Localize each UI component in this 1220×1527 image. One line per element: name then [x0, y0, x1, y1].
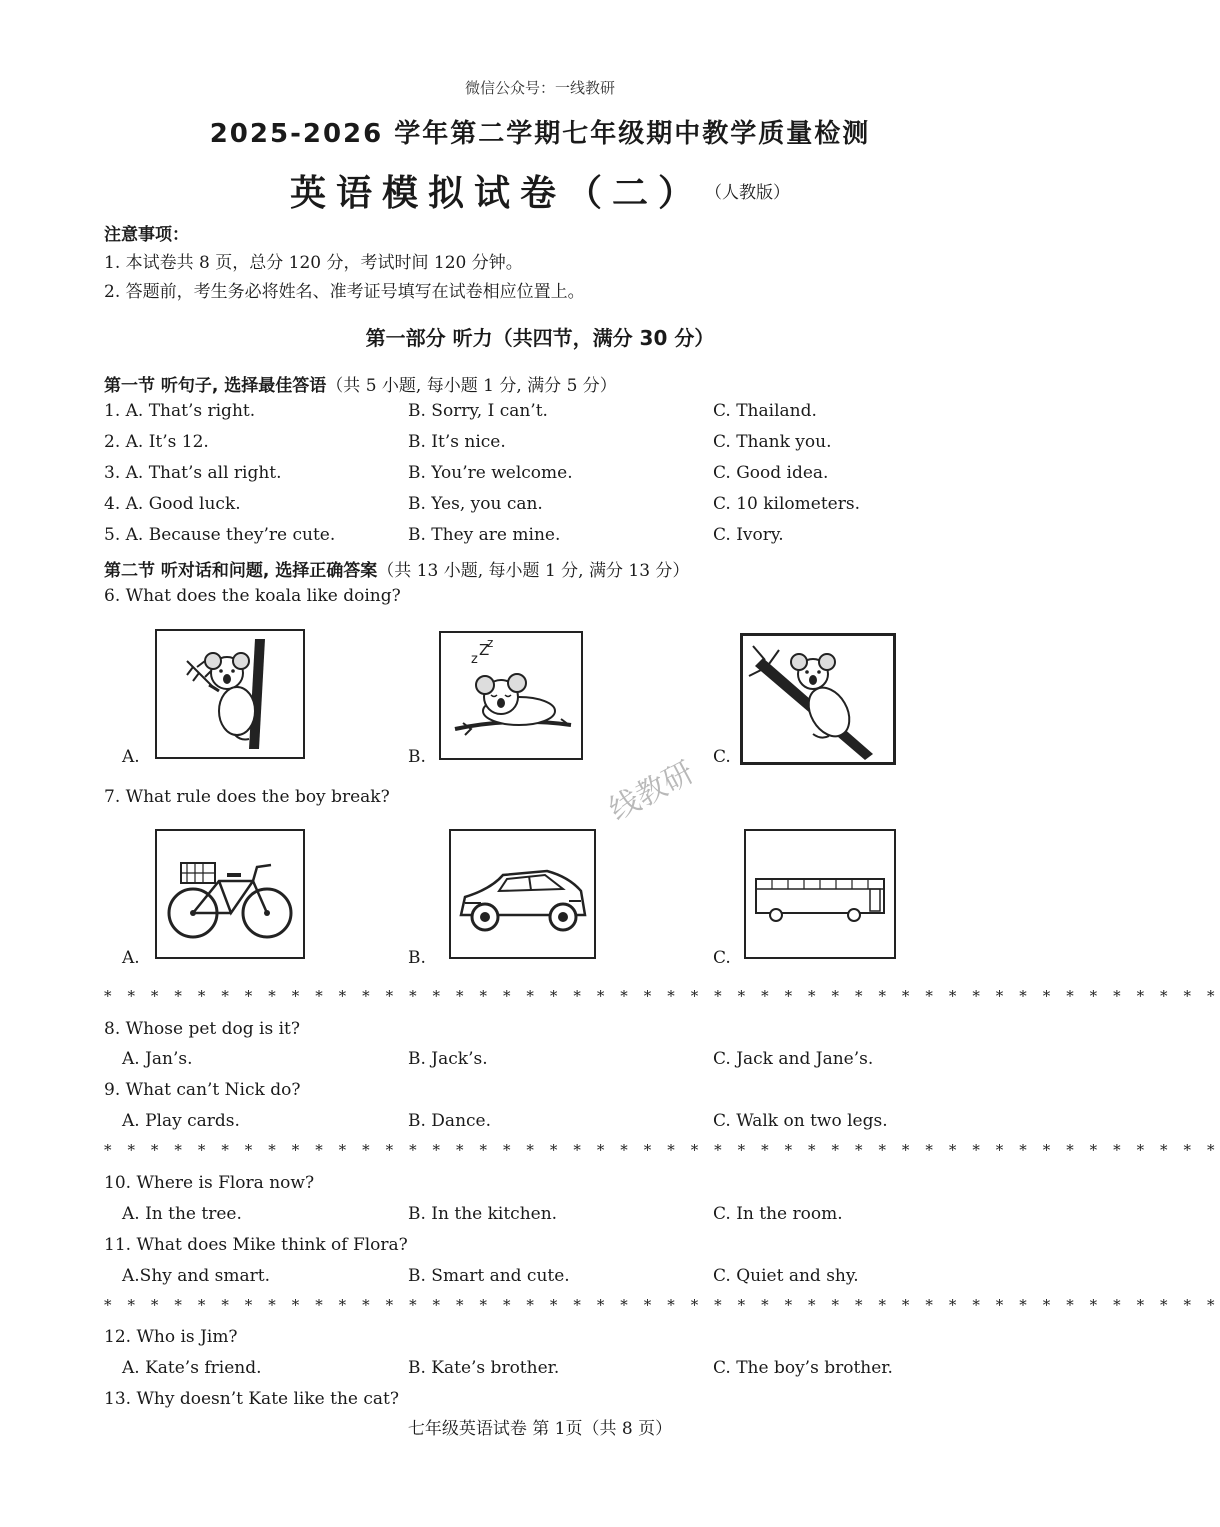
section1-heading — [104, 371, 617, 396]
question-row — [0, 463, 1080, 489]
option-c: C. Quiet and shy. — [713, 1266, 859, 1286]
option-b: B. They are mine. — [408, 525, 561, 545]
koala-climbing-icon — [743, 636, 893, 762]
option-a: A. In the tree. — [122, 1204, 242, 1224]
question-10: 10. Where is Flora now? — [104, 1173, 315, 1193]
option-c: C. Thank you. — [713, 432, 832, 452]
option-b: B. Yes, you can. — [408, 494, 543, 514]
bicycle-icon — [157, 831, 303, 957]
question-row — [0, 432, 1080, 458]
question-row — [0, 1358, 1080, 1384]
option-c: C. Good idea. — [713, 463, 829, 483]
question-12: 12. Who is Jim? — [104, 1327, 238, 1347]
section2-title: 第二节 听对话和问题, 选择正确答案 — [104, 561, 378, 581]
option-b: B. Dance. — [408, 1111, 491, 1131]
koala-eating-icon — [157, 631, 303, 757]
option-c: C. Walk on two legs. — [713, 1111, 888, 1131]
koala-sleeping-picture — [439, 631, 583, 760]
option-a: A.Shy and smart. — [122, 1266, 270, 1286]
question-row — [0, 525, 1080, 551]
question-6: 6. What does the koala like doing? — [104, 586, 401, 606]
pic-label-a: A. — [122, 948, 140, 968]
pic-label-b: B. — [408, 948, 426, 968]
option-a: A. Jan’s. — [122, 1049, 193, 1069]
option-a: 5. A. Because they’re cute. — [104, 525, 336, 545]
pic-label-a: A. — [122, 747, 140, 767]
option-a: A. Play cards. — [122, 1111, 240, 1131]
car-icon — [451, 831, 594, 957]
section2-detail: （共 13 小题, 每小题 1 分, 满分 13 分） — [377, 561, 690, 581]
option-c: C. Ivory. — [713, 525, 784, 545]
option-a: 1. A. That’s right. — [104, 401, 256, 421]
option-c: C. 10 kilometers. — [713, 494, 860, 514]
question-9: 9. What can’t Nick do? — [104, 1080, 301, 1100]
wechat-account: 微信公众号：一线教研 — [464, 79, 615, 97]
paper-title: 英语模拟试卷（二） — [290, 173, 705, 214]
separator-stars: * * * * * * * * * * * * * * * * * * * * * * * * * * * * * * * * * * * * * * * * * * * * * * * * — [104, 1141, 1220, 1159]
option-c: C. In the room. — [713, 1204, 843, 1224]
koala-climbing-picture — [740, 633, 896, 765]
note-item: 1. 本试卷共 8 页，总分 120 分，考试时间 120 分钟。 — [104, 253, 523, 273]
exam-title: 2025-2026 学年第二学期七年级期中教学质量检测 — [209, 119, 871, 149]
bus-icon — [746, 831, 894, 957]
watermark: 线教研 — [603, 754, 700, 828]
option-c: C. Thailand. — [713, 401, 817, 421]
koala-eating-picture — [155, 629, 305, 759]
svg-text:Z: Z — [479, 641, 490, 659]
question-row — [0, 1111, 1080, 1137]
section1-title: 第一节 听句子, 选择最佳答语 — [104, 376, 327, 396]
option-c: C. Jack and Jane’s. — [713, 1049, 874, 1069]
option-b: B. Smart and cute. — [408, 1266, 570, 1286]
option-b: B. You’re welcome. — [408, 463, 573, 483]
koala-sleeping-icon — [441, 633, 581, 758]
edition-label: （人教版） — [705, 183, 790, 203]
bus-picture — [744, 829, 896, 959]
option-b: B. Kate’s brother. — [408, 1358, 560, 1378]
pic-label-c: C. — [713, 948, 731, 968]
question-row — [0, 1266, 1080, 1292]
option-a: A. Kate’s friend. — [122, 1358, 262, 1378]
bicycle-picture — [155, 829, 305, 959]
question-8: 8. Whose pet dog is it? — [104, 1019, 300, 1039]
question-row — [0, 401, 1080, 427]
option-a: 3. A. That’s all right. — [104, 463, 282, 483]
option-c: C. The boy’s brother. — [713, 1358, 893, 1378]
question-row — [0, 1049, 1080, 1075]
pic-label-b: B. — [408, 747, 426, 767]
page-footer: 七年级英语试卷 第 1页（共 8 页） — [407, 1419, 673, 1439]
separator-stars: * * * * * * * * * * * * * * * * * * * * * * * * * * * * * * * * * * * * * * * * * * * * * * * * — [104, 1296, 1220, 1314]
option-a: 4. A. Good luck. — [104, 494, 241, 514]
section2-heading — [104, 556, 689, 581]
pic-label-c: C. — [713, 747, 731, 767]
option-b: B. Sorry, I can’t. — [408, 401, 548, 421]
question-11: 11. What does Mike think of Flora? — [104, 1235, 408, 1255]
question-13: 13. Why doesn’t Kate like the cat? — [104, 1389, 399, 1409]
notes-heading: 注意事项： — [104, 225, 189, 245]
option-b: B. Jack’s. — [408, 1049, 488, 1069]
svg-text:z: z — [487, 636, 494, 650]
section1-detail: （共 5 小题, 每小题 1 分, 满分 5 分） — [326, 376, 617, 396]
question-row — [0, 1204, 1080, 1230]
separator-stars: * * * * * * * * * * * * * * * * * * * * * * * * * * * * * * * * * * * * * * * * * * * * * * * * — [104, 987, 1220, 1005]
car-picture — [449, 829, 596, 959]
note-item: 2. 答题前，考生务必将姓名、准考证号填写在试卷相应位置上。 — [104, 282, 585, 302]
option-b: B. In the kitchen. — [408, 1204, 558, 1224]
question-row — [0, 494, 1080, 520]
option-b: B. It’s nice. — [408, 432, 506, 452]
part-title: 第一部分 听力（共四节，满分 30 分） — [365, 326, 715, 350]
svg-text:z: z — [471, 652, 478, 667]
question-7: 7. What rule does the boy break? — [104, 787, 390, 807]
option-a: 2. A. It’s 12. — [104, 432, 209, 452]
